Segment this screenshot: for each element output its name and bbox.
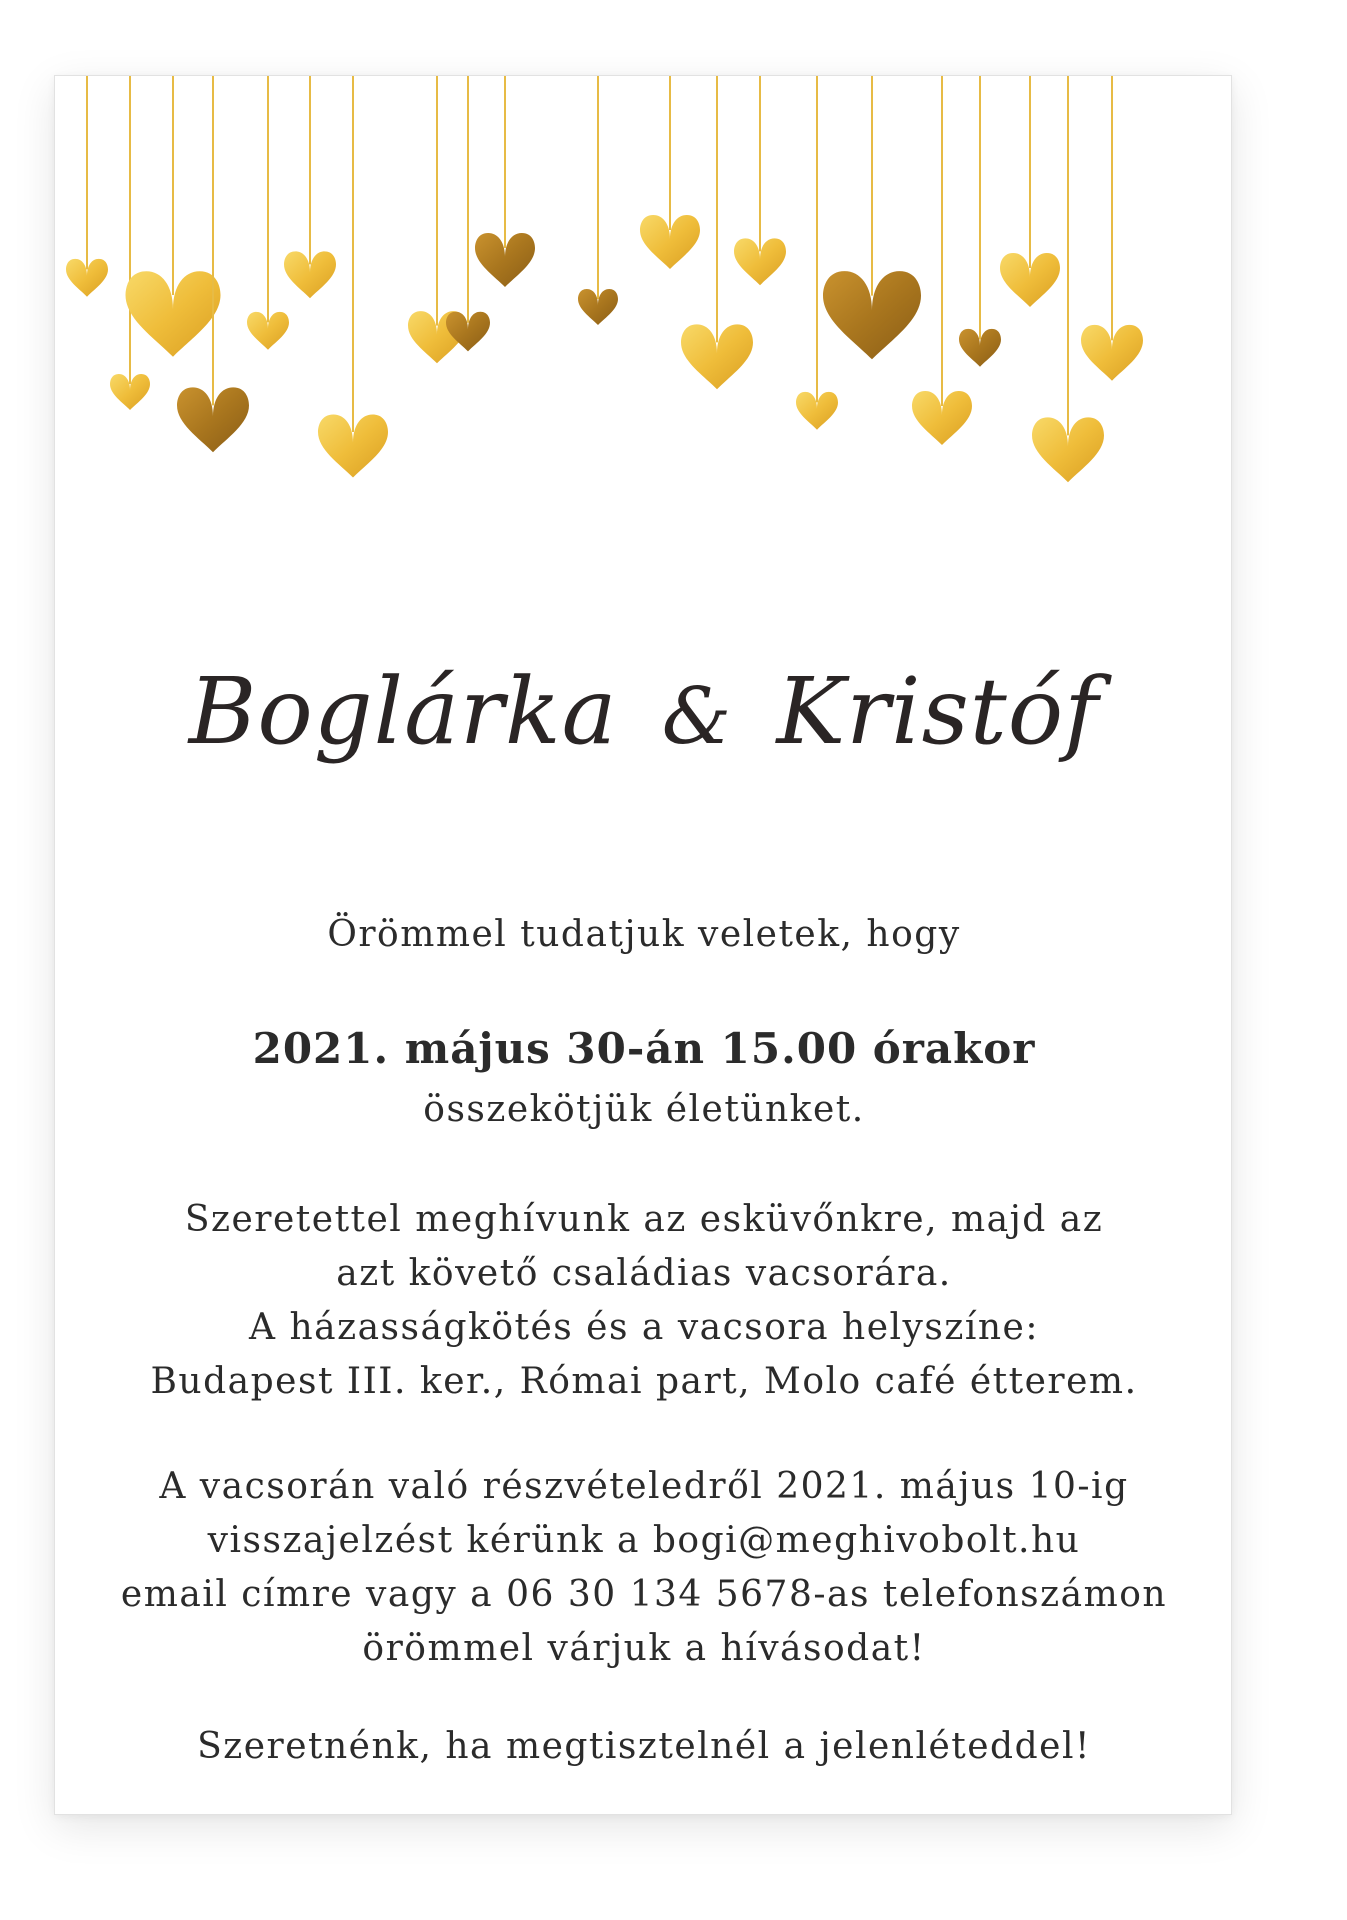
bride-name: Boglárka [188, 658, 618, 765]
invitation-card [54, 75, 1232, 1815]
phone-line: email címre vagy a 06 30 134 5678-as telefonszámon [120, 1574, 1168, 1615]
invitation-paragraph [55, 1193, 1233, 1409]
groom-name: Kristóf [776, 658, 1100, 765]
intro-text: Örömmel tudatjuk veletek, hogy [327, 914, 961, 955]
rsvp-paragraph [55, 1460, 1233, 1676]
email-line: visszajelzést kérünk a bogi@meghivobolt.hu [207, 1520, 1081, 1561]
hanging-hearts-garland-icon [55, 76, 1233, 526]
paragraph-line: Szeretettel meghívunk az esküvőnkre, majd az [184, 1199, 1104, 1240]
paragraph-line: örömmel várjuk a hívásodat! [362, 1628, 926, 1669]
binding-text: összekötjük életünket. [423, 1089, 865, 1130]
couple-names [55, 658, 1233, 765]
ampersand: & [661, 672, 733, 762]
wedding-date: 2021. május 30-án 15.00 órakor [252, 1024, 1036, 1073]
venue-line: Budapest III. ker., Római part, Molo café étterem. [150, 1361, 1138, 1402]
paragraph-line: azt követő családias vacsorára. [336, 1253, 952, 1294]
paragraph-line: A vacsorán való részvételedről 2021. május 10-ig [159, 1466, 1129, 1507]
closing-text: Szeretnénk, ha megtisztelnél a jelenléteddel! [197, 1726, 1091, 1767]
paragraph-line: A házasságkötés és a vacsora helyszíne: [249, 1307, 1039, 1348]
